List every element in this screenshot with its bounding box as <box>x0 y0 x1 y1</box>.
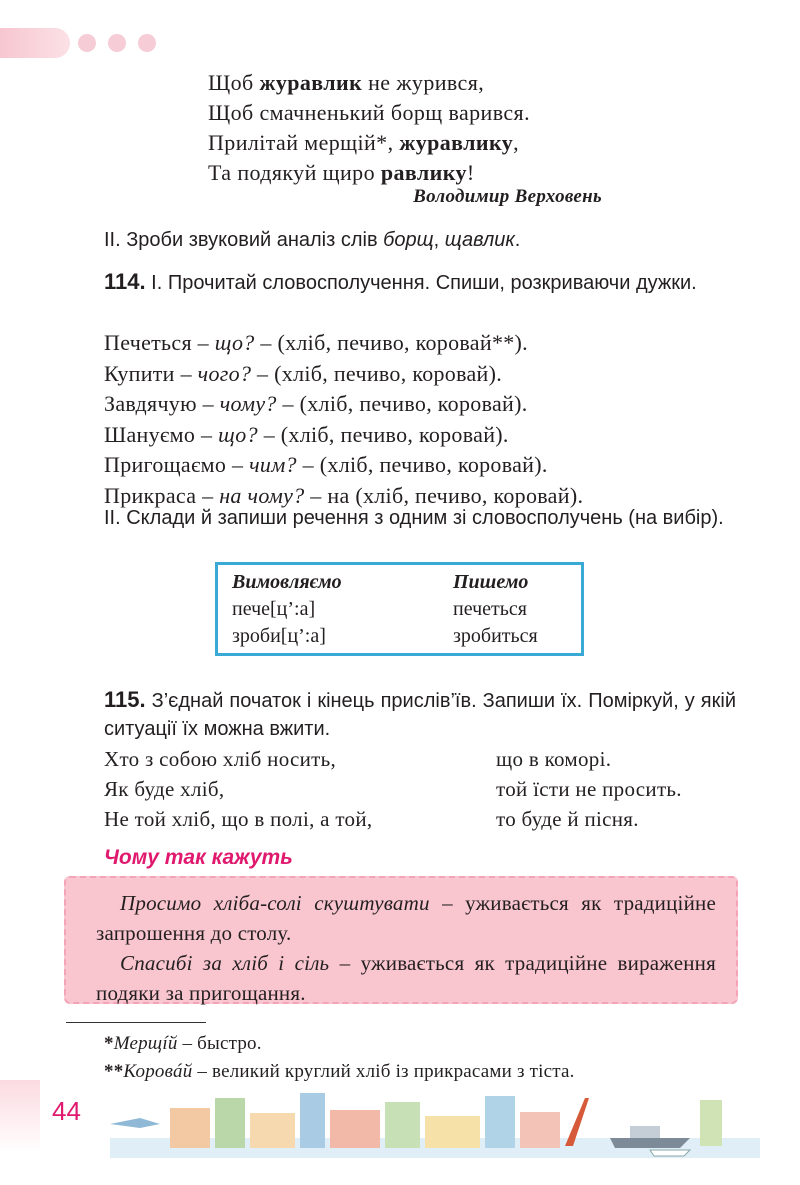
poem-line: Та подякуй щиро равлику! <box>208 160 475 185</box>
proverb-end: що в коморі. <box>496 747 612 771</box>
phrase-item: Печеться – що? – (хліб, печиво, коровай**). <box>104 330 528 355</box>
proverb-beginnings <box>104 744 372 834</box>
section-heading: Чому так кажуть <box>104 846 293 869</box>
proverb-endings <box>496 744 682 834</box>
task-number: 115. <box>104 687 146 712</box>
decorative-dots <box>78 34 156 52</box>
phrase-item: Завдячую – чому? – (хліб, печиво, коровай). <box>104 391 528 416</box>
note-paragraph: Спасибі за хліб і сіль – уживається як традиційне вираження подяки за пригощання. <box>96 951 716 1005</box>
poem-line: Щоб журавлик не журився, <box>208 70 485 95</box>
proverb-start: Як буде хліб, <box>104 777 225 801</box>
explanation-note <box>64 876 738 1004</box>
top-decoration <box>0 28 70 58</box>
header-write: Пишемо <box>453 571 529 593</box>
phrase-item: Пригощаємо – чим? – (хліб, печиво, коровай). <box>104 452 548 477</box>
task-114-part-2: II. Склади й запиши речення з одним зі словосполучень (на вибір). <box>104 507 724 529</box>
poem-line: Щоб смачненький борщ варився. <box>208 100 530 125</box>
task-sound-analysis: II. Зроби звуковий аналіз слів борщ, щавлик. <box>104 229 521 251</box>
note-paragraph: Просимо хліба-солі скуштувати – уживається як традиційне запрошення до столу. <box>96 891 716 945</box>
city-illustration <box>110 1088 760 1158</box>
pronunciation-box <box>215 562 584 656</box>
poem <box>208 68 530 188</box>
proverb-start: Хто з собою хліб носить, <box>104 747 337 771</box>
page-corner-decoration <box>0 1080 40 1154</box>
task-number: 114. <box>104 269 146 294</box>
footnotes <box>104 1030 575 1086</box>
proverb-end: той їсти не просить. <box>496 777 682 801</box>
footnote-divider <box>66 1022 206 1023</box>
poem-line: Прилітай мерщій*, журавлику, <box>208 130 520 155</box>
phrase-item: Шануємо – що? – (хліб, печиво, коровай). <box>104 421 509 447</box>
footnote: **Коровáй – великий круглий хліб із прикрасами з тіста. <box>104 1061 575 1082</box>
task-115: 115. З’єднай початок і кінець прислів’їв. Запиши їх. Поміркуй, у якій ситуації їх можна вжити. <box>104 687 736 740</box>
proverb-start: Не той хліб, що в полі, а той, <box>104 807 373 831</box>
write-value: зробиться <box>453 625 538 647</box>
task-114: 114. I. Прочитай словосполучення. Спиши, розкриваючи дужки. <box>104 269 697 294</box>
pronounce-value: пече[ц’:а] <box>232 598 316 620</box>
page-number: 44 <box>52 1096 81 1126</box>
header-pronounce: Вимовляємо <box>232 571 342 593</box>
write-value: печеться <box>453 598 527 620</box>
poem-author: Володимир Верховень <box>413 186 602 207</box>
phrase-list <box>104 328 583 511</box>
phrase-item: Прикраса – на чому? – на (хліб, печиво, коровай). <box>104 482 584 508</box>
phrase-item: Купити – чого? – (хліб, печиво, коровай). <box>104 360 503 386</box>
pronounce-value: зроби[ц’:а] <box>232 625 326 647</box>
footnote: *Мерщíй – быстро. <box>104 1033 262 1054</box>
proverb-end: то буде й пісня. <box>496 807 639 831</box>
